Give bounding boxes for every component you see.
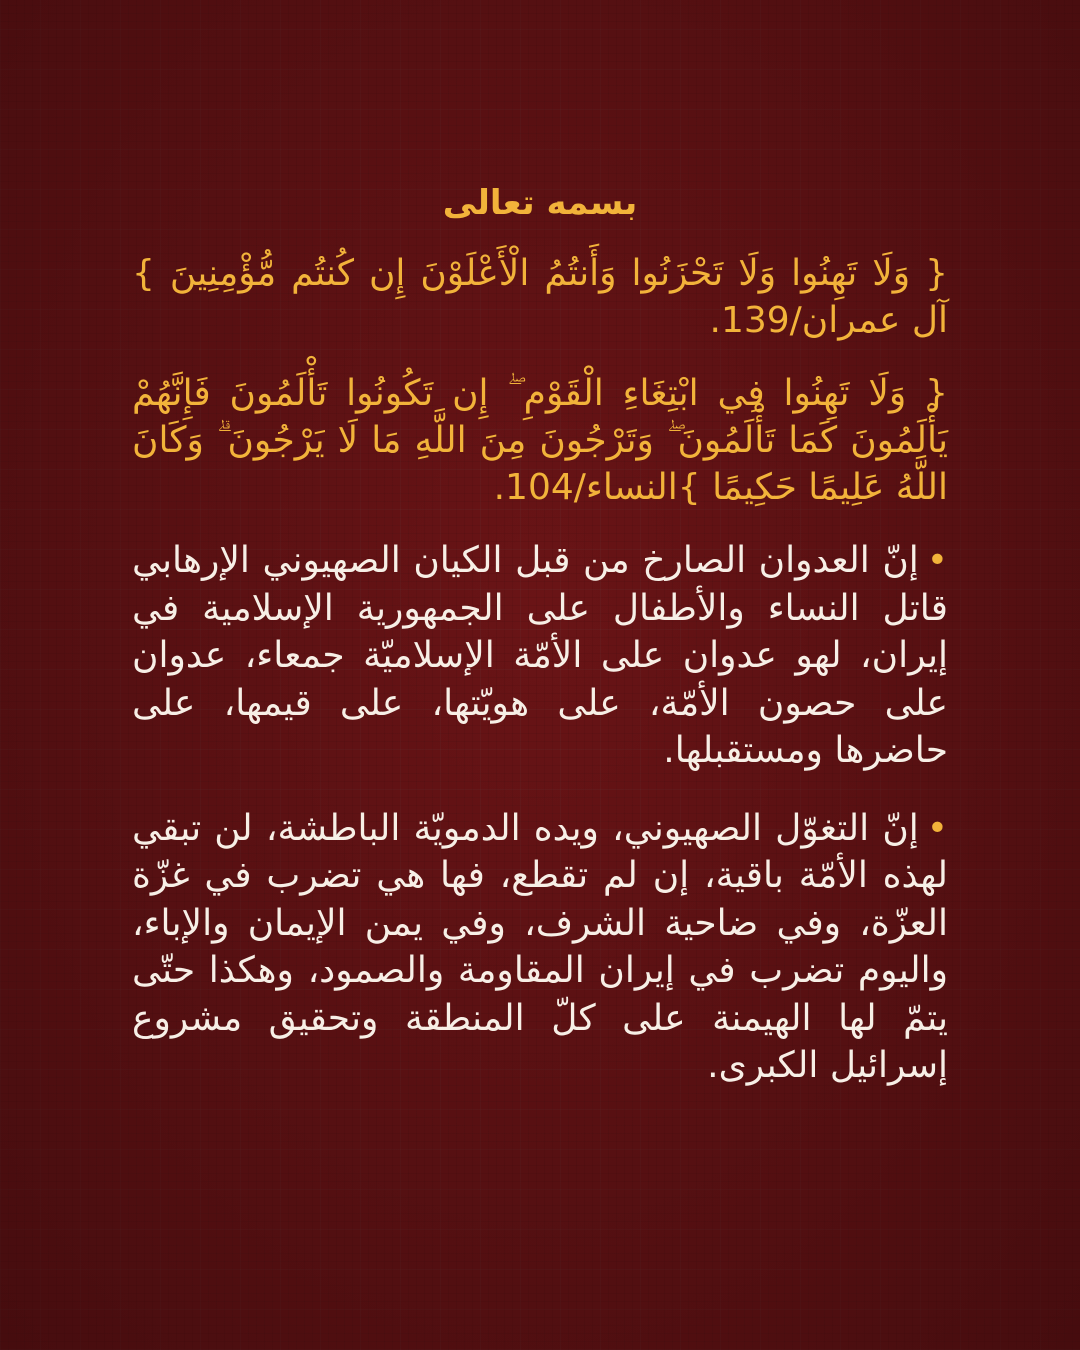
bullet-marker: • [926,540,948,581]
page-title: بسمه تعالى [442,183,638,223]
bullet-text: إنّ العدوان الصارخ من قبل الكيان الصهيوني الإرهابي قاتل النساء والأطفال على الجمهورية الإسلامية في إيران، لهو عدوان على الأمّة الإسلاميّة جمعاء، عدوان على حصون الأمّة، على هويّتها، على قيمها، على حاضرها ومستقبلها. [132,540,948,771]
bullet-paragraph [132,805,948,1090]
quran-verse-al-imran: { وَلَا تَهِنُوا وَلَا تَحْزَنُوا وَأَنتُمُ الْأَعْلَوْنَ إِن كُنتُم مُّؤْمِنِينَ }آل عمران/139. [132,253,948,341]
bullet-marker: • [926,807,948,849]
quran-verse-an-nisa: { وَلَا تَهِنُوا فِي ابْتِغَاءِ الْقَوْمِ ۖ إِن تَكُونُوا تَأْلَمُونَ فَإِنَّهُمْ يَأْلَمُونَ كَمَا تَأْلَمُونَ ۖ وَتَرْجُونَ مِنَ اللَّهِ مَا لَا يَرْجُونَ ۗ وَكَانَ اللَّهُ عَلِيمًا حَكِيمًا }النساء/104. [132,373,948,508]
post-content [132,178,948,1120]
bullet-paragraph [132,537,948,775]
bullet-text: إنّ التغوّل الصهيوني، ويده الدمويّة الباطشة، لن تبقي لهذه الأمّة باقية، إن لم تقطع، فها هي تضرب في غزّة العزّة، وفي ضاحية الشرف، وفي يمن الإيمان والإباء، واليوم تضرب في إيران المقاومة والصمود، وهكذا حتّى يتمّ لها الهيمنة على كلّ المنطقة وتحقيق مشروع إسرائيل الكبرى. [132,807,948,1086]
